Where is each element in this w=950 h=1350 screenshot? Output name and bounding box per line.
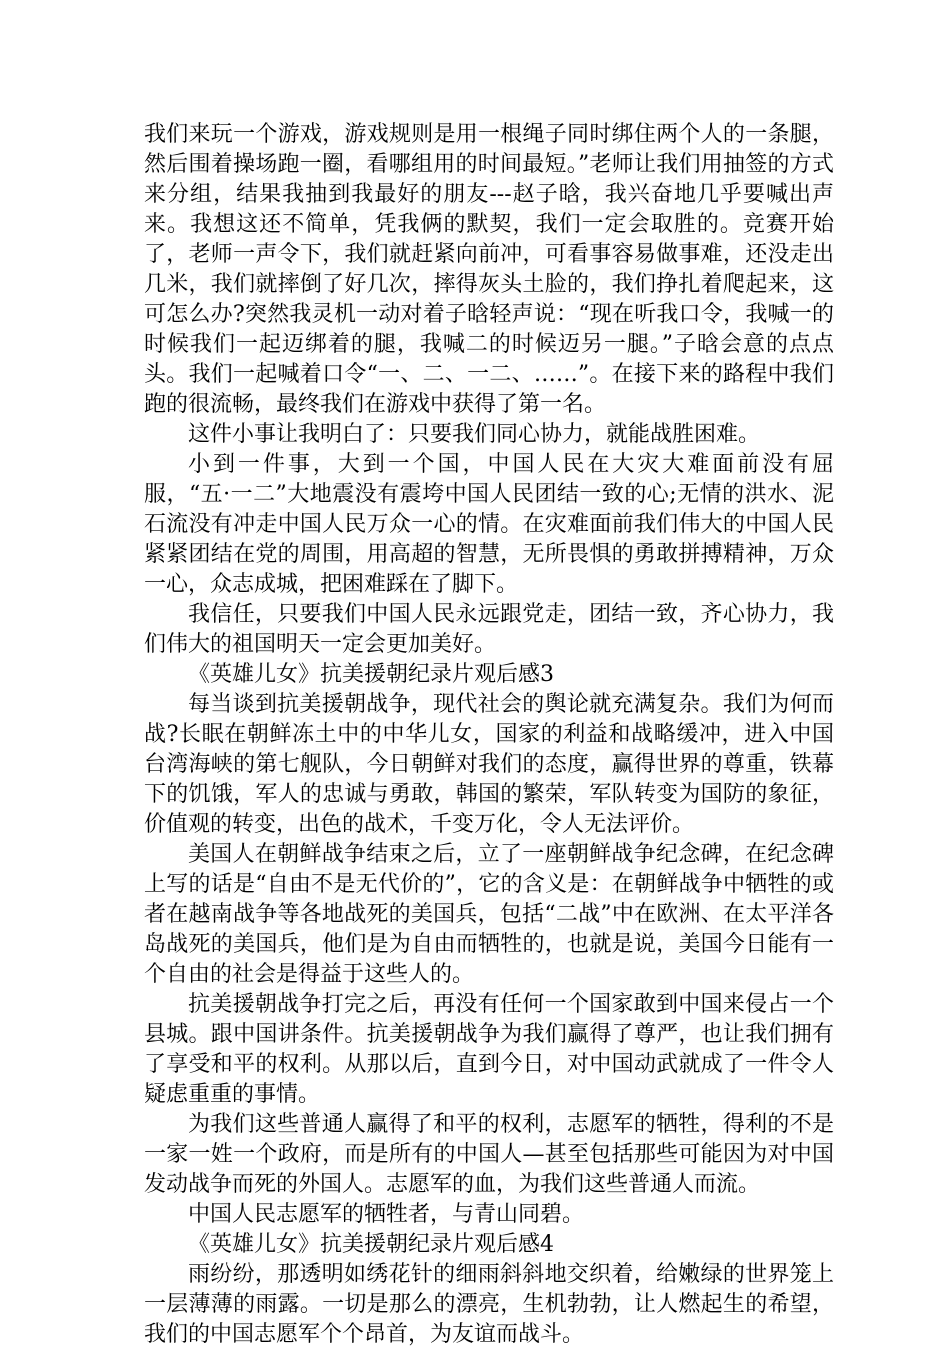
body-paragraph: 雨纷纷，那透明如绣花针的细雨斜斜地交织着，给嫩绿的世界笼上一层薄薄的雨露。一切是那么的漂亮，生机勃勃，让人燃起生的希望，我们的中国志愿军个个昂首，为友谊而战斗。 xyxy=(144,1262,834,1347)
body-paragraph: 为我们这些普通人赢得了和平的权利，志愿军的牺牲，得利的不是一家一姓一个政府，而是所有的中国人—甚至包括那些可能因为对中国发动战争而死的外国人。志愿军的血，为我们这些普通人而流。 xyxy=(144,1112,834,1197)
body-paragraph: 抗美援朝战争打完之后，再没有任何一个国家敢到中国来侵占一个县城。跟中国讲条件。抗美援朝战争为我们赢得了尊严，也让我们拥有了享受和平的权利。从那以后，直到今日，对中国动武就成了一件令人疑虑重重的事情。 xyxy=(144,992,834,1107)
body-paragraph: 每当谈到抗美援朝战争，现代社会的舆论就充满复杂。我们为何而战?长眠在朝鲜冻土中的中华儿女，国家的利益和战略缓冲，进入中国台湾海峡的第七舰队，今日朝鲜对我们的态度，赢得世界的尊重，铁幕下的饥饿，军人的忠诚与勇敢，韩国的繁荣，军队转变为国防的象征，价值观的转变，出色的战术，千变万化，令人无法评价。 xyxy=(144,692,834,837)
body-paragraph: 我信任，只要我们中国人民永远跟党走，团结一致，齐心协力，我们伟大的祖国明天一定会更加美好。 xyxy=(144,602,834,657)
body-paragraph: 小到一件事，大到一个国，中国人民在大灾大难面前没有屈服，“五·一二”大地震没有震垮中国人民团结一致的心;无情的洪水、泥石流没有冲走中国人民万众一心的情。在灾难面前我们伟大的中国人民紧紧团结在党的周围，用高超的智慧，无所畏惧的勇敢拼搏精神，万众一心，众志成城，把困难踩在了脚下。 xyxy=(144,452,834,597)
section-heading: 《英雄儿女》抗美援朝纪录片观后感4 xyxy=(188,1232,554,1257)
body-paragraph: 我们来玩一个游戏，游戏规则是用一根绳子同时绑住两个人的一条腿，然后围着操场跑一圈，看哪组用的时间最短。”老师让我们用抽签的方式来分组，结果我抽到我最好的朋友---赵子晗，我兴奋地几乎要喊出声来。我想这还不简单，凭我俩的默契，我们一定会取胜的。竞赛开始了，老师一声令下，我们就赶紧向前冲，可看事容易做事难，还没走出几米，我们就摔倒了好几次，摔得灰头土脸的，我们挣扎着爬起来，这可怎么办?突然我灵机一动对着子晗轻声说：“现在听我口令，我喊一的时候我们一起迈绑着的腿，我喊二的时候迈另一腿。”子晗会意的点点头。我们一起喊着口令“一、二、一二、……”。在接下来的路程中我们跑的很流畅，最终我们在游戏中获得了第一名。 xyxy=(144,122,834,417)
document-page xyxy=(144,120,834,1350)
body-paragraph: 中国人民志愿军的牺牲者，与青山同碧。 xyxy=(188,1202,585,1227)
body-paragraph: 这件小事让我明白了：只要我们同心协力，就能战胜困难。 xyxy=(188,422,761,447)
body-paragraph: 美国人在朝鲜战争结束之后，立了一座朝鲜战争纪念碑，在纪念碑上写的话是“自由不是无代价的”，它的含义是：在朝鲜战争中牺牲的或者在越南战争等各地战死的美国兵，包括“二战”中在欧洲、在太平洋各岛战死的美国兵，他们是为自由而牺牲的，也就是说，美国今日能有一个自由的社会是得益于这些人的。 xyxy=(144,842,834,987)
section-heading: 《英雄儿女》抗美援朝纪录片观后感3 xyxy=(188,662,554,687)
